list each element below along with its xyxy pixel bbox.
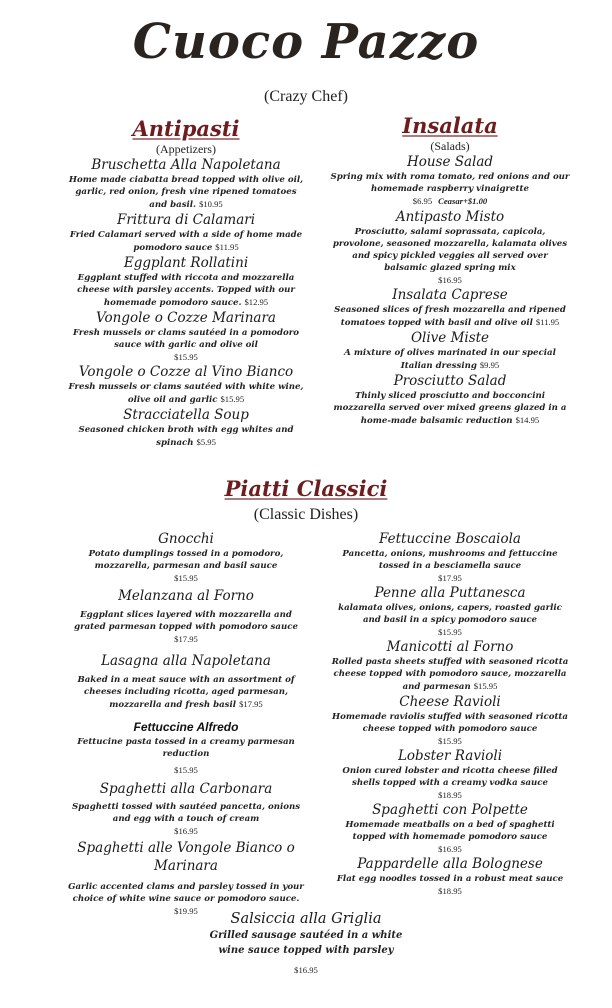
item-price: $15.95 [174,352,198,362]
item-desc: Prosciutto, salami soprassata, capicola, provolone, seasoned mozzarella, kalamata olives and spicy pickled veggies all served over balsamic glazed spring mix [332,227,568,273]
item-desc: Home made ciabatta bread topped with olive oil, garlic, red onion, fresh vine ripened tomatoes and basil. $10.95 [68,175,304,210]
menu-item [330,693,570,747]
item-price: $11.95 [215,242,239,252]
item-desc: Seasoned chicken broth with egg whites and spinach $5.95 [78,425,294,448]
item-price: $11.95 [535,317,560,327]
item-price: $15.95 [473,681,498,691]
item-name: House Salad [406,154,494,170]
menu-item [330,801,570,855]
item-desc-line2: wine sauce topped with parsley [218,945,394,956]
item-name: Spaghetti con Polpette [372,802,528,818]
item-price: $9.95 [479,360,500,370]
item-extra: Ceasar+$1.00 [438,196,488,206]
menu-item [330,153,570,208]
item-desc: Fresh mussels or clams sautéed in a pomodoro sauce with garlic and olive oil [72,328,300,350]
item-name: Gnocchi [158,531,214,547]
classici-title: Piatti Classici [224,476,388,501]
item-desc: Rolled pasta sheets stuffed with seasoned ricotta cheese topped with pomodoro sauce, mozzarella and parmesan $15.95 [331,657,569,692]
item-price: $14.95 [515,415,540,425]
menu-item [66,587,306,646]
item-desc: Spring mix with roma tomato, red onions and our homemade raspberry vinaigrette [330,172,570,194]
item-name: Frittura di Calamari [116,212,256,228]
menu-item [66,406,306,449]
restaurant-subtitle: (Crazy Chef) [264,88,348,105]
item-price: $17.95 [438,573,462,583]
item-price: $16.95 [438,844,462,854]
item-desc: Eggplant stuffed with riccota and mozzarella cheese with parsley accents. Topped with our homemade pomodoro sauce. $12.95 [77,273,295,308]
item-desc: Onion cured lobster and ricotta cheese filled shells topped with a creamy vodka sauce [342,766,558,788]
menu-item [66,254,306,309]
restaurant-name: Cuoco Pazzo [132,14,480,70]
item-price: $15.95 [220,394,245,404]
item-desc: Fresh mussels or clams sautéed with white wine, olive oil and garlic $15.95 [68,382,304,405]
menu-item [330,286,570,329]
menu-item [66,309,306,363]
menu-item [330,855,570,898]
antipasti-title: Antipasti [132,116,240,141]
item-name: Melanzana al Forno [118,588,254,604]
item-name: Insalata Caprese [392,287,508,303]
item-price: $15.95 [438,627,462,637]
menu-item [330,530,570,584]
item-price: $15.95 [174,765,198,775]
menu-item [330,208,570,286]
item-price: $17.95 [174,634,198,644]
item-name: Lasagna alla Napoletana [101,653,271,669]
menu-item [66,156,306,211]
item-desc: Fried Calamari served with a side of home made pomodoro sauce $11.95 [69,230,303,253]
insalata-title: Insalata [402,113,498,138]
item-desc: Garlic accented clams and parsley tossed in your choice of white wine sauce or pomodoro sauce. $19.95 [68,882,304,916]
item-desc: kalamata olives, onions, capers, roasted garlic and basil in a spicy pomodoro sauce [338,603,562,625]
classici-left [66,530,306,918]
antipasti-subtitle: (Appetizers) [156,142,216,156]
menu-item [330,638,570,693]
item-name: Salsiccia alla Griglia [230,911,382,927]
item-name: Lobster Ravioli [397,748,503,764]
item-name: Eggplant Rollatini [123,255,249,271]
item-name: Prosciutto Salad [393,373,507,389]
item-price: $19.95 [174,906,198,916]
item-desc: Spaghetti tossed with sautéed pancetta, onions and egg with a touch of cream [71,802,301,824]
classici-subtitle: (Classic Dishes) [253,506,359,523]
item-price: $16.95 [294,965,318,975]
item-desc: A mixture of olives marinated in our special Italian dressing $9.95 [344,348,556,371]
item-name: Cheese Ravioli [399,694,501,710]
item-desc: Baked in a meat sauce with an assortment of cheeses including ricotta, aged parmesan, mozzarella and fresh basil $17.95 [77,675,295,710]
item-name: Fettuccine Alfredo [133,720,239,734]
item-price: $18.95 [438,790,462,800]
item-desc: Homemade meatballs on a bed of spaghetti topped with homemade pomodoro sauce [345,820,555,842]
item-name: Manicotti al Forno [386,639,514,655]
menu-item [330,584,570,638]
item-price: $15.95 [174,573,198,583]
item-name: Pappardelle alla Bolognese [357,856,543,872]
item-name: Bruschetta Alla Napoletana [91,157,281,173]
item-desc-line1: Grilled sausage sautéed in a white [209,930,403,941]
menu-item [66,839,306,918]
insalata-section [330,113,570,427]
insalata-subtitle: (Salads) [430,139,470,153]
item-price: $12.95 [244,297,269,307]
item-desc: Pancetta, onions, mushrooms and fettuccine tossed in a besciamella sauce [342,549,558,571]
menu-item [66,363,306,406]
classici-bottom-item [180,910,432,976]
item-name: Vongole o Cozze al Vino Bianco [78,364,294,380]
item-desc: Thinly sliced prosciutto and bocconcini mozzarella served over mixed greens glazed in a home-made balsamic reduction $14.95 [333,391,567,426]
item-desc: Homemade raviolis stuffed with seasoned ricotta cheese topped with pomodoro sauce [332,712,568,734]
menu-item [66,719,306,776]
menu-item [66,530,306,584]
classici-right [330,530,570,898]
item-price: $17.95 [239,699,263,709]
item-price: $16.95 [438,275,462,285]
item-price: $15.95 [438,736,462,746]
item-desc: Potato dumplings tossed in a pomodoro, mozzarella, parmesan and basil sauce [88,549,284,571]
item-name: Vongole o Cozze Marinara [96,310,276,326]
item-name: Penne alla Puttanesca [374,585,526,601]
item-name: Fettuccine Boscaiola [379,531,521,547]
item-name: Spaghetti alla Carbonara [99,781,273,797]
menu-item [66,211,306,254]
menu-item [66,780,306,837]
menu-item [330,747,570,801]
item-desc: Seasoned slices of fresh mozzarella and ripened tomatoes topped with basil and olive oil $11.95 [334,305,566,328]
item-name: Stracciatella Soup [123,407,249,423]
item-desc: Fettucine pasta tossed in a creamy parmesan reduction [77,737,295,759]
item-price: $5.95 [196,437,216,447]
item-desc: Eggplant slices layered with mozzarella and grated parmesan topped with pomodoro sauce $17.95 [74,610,298,644]
item-desc: Flat egg noodles tossed in a robust meat sauce $18.95 [336,874,564,896]
item-price: $6.95 [412,196,433,206]
item-price: $16.95 [174,826,198,836]
item-name: Spaghetti alle Vongole Bianco o Marinara [77,840,295,874]
antipasti-section [66,116,306,449]
item-price: $18.95 [438,886,462,896]
item-name: Antipasto Misto [395,209,505,225]
menu-item [330,329,570,372]
item-name: Olive Miste [410,330,490,346]
menu-item [66,652,306,711]
classici-header [156,476,456,526]
item-price: $10.95 [199,199,223,209]
menu-item [330,372,570,427]
